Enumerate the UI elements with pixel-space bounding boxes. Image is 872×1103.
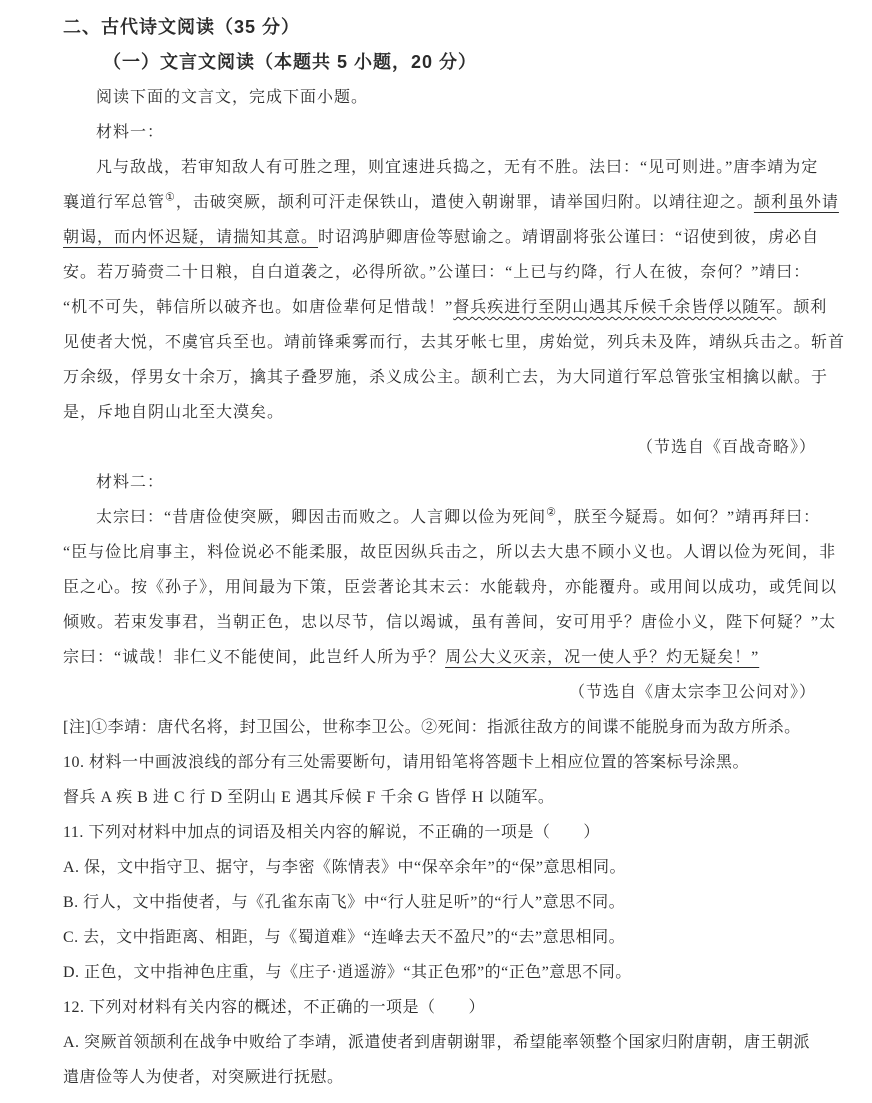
underlined-text-solid: 朝谒，而内怀迟疑，请揣知其意。 <box>63 229 319 246</box>
question-10 <box>63 745 816 780</box>
section-title <box>63 10 816 45</box>
material-1-line-1 <box>63 150 819 185</box>
text-run: ，击破突厥，颉利可汗走保铁山，遣使入朝谢罪，请举国归附。以靖往迎之。 <box>175 194 754 211</box>
question-12-option-a-line-1 <box>63 1025 816 1060</box>
underlined-text-solid: 周公大义灭亲，况一使人乎？灼无疑矣！” <box>445 649 760 666</box>
text-run: 材料一： <box>96 124 165 141</box>
question-11 <box>63 815 816 850</box>
text-run: “臣与俭比肩事主，料俭说必不能柔服，故臣因纵兵击之，所以去大患不顾小义也。人谓以俭为死间，非 <box>63 544 837 561</box>
text-run: B. 行人，文中指使者，与《孔雀东南飞》中“行人驻足听”的“行人”意思不同。 <box>63 894 626 911</box>
text-run: 12. 下列对材料有关内容的概述，不正确的一项是（ ） <box>63 999 486 1016</box>
question-11-option-b <box>63 885 816 920</box>
material-1-attribution <box>63 430 816 465</box>
text-run: 宗曰：“诚哉！非仁义不能使间，此岂纤人所为乎？ <box>63 649 446 666</box>
text-run: 督兵 A 疾 B 进 C 行 D 至阴山 E 遇其斥候 F 千余 G 皆俘 H 以随军。 <box>63 789 555 806</box>
superscript-ref: ② <box>546 506 557 519</box>
text-run: [注]①李靖：唐代名将，封卫国公，世称李卫公。②死间：指派往敌方的间谍不能脱身而为敌方所杀。 <box>63 719 801 736</box>
text-run: 万余级，俘男女十余万，擒其子叠罗施，杀义成公主。颉利亡去，为大同道行军总管张宝相擒以献。于 <box>63 369 829 386</box>
question-12 <box>63 990 816 1025</box>
question-11-option-c <box>63 920 816 955</box>
material-2-line-4 <box>63 605 837 640</box>
text-run: （节选自《百战奇略》） <box>636 439 816 456</box>
text-run: “机不可失，韩信所以破齐也。如唐俭辈何足惜哉！” <box>63 299 454 316</box>
reading-instruction <box>63 80 816 115</box>
text-run: 阅读下面的文言文，完成下面小题。 <box>96 89 369 106</box>
text-run: 见使者大悦，不虞官兵至也。靖前锋乘雾而行，去其牙帐七里，虏始觉，列兵未及阵，靖纵兵击之。斩首 <box>63 334 846 351</box>
question-11-option-d <box>63 955 816 990</box>
text-run: 。颉利 <box>776 299 828 316</box>
question-11-option-a <box>63 850 816 885</box>
text-run: 遣唐俭等人为使者，对突厥进行抚慰。 <box>63 1069 344 1086</box>
text-run: 襄道行军总管 <box>63 194 166 211</box>
subsection-title <box>63 45 816 80</box>
material-1-line-6 <box>63 325 846 360</box>
text-run: （一）文言文阅读（本题共 5 小题，20 分） <box>103 52 478 72</box>
material-1-line-8 <box>63 395 816 430</box>
text-run: 时诏鸿胪卿唐俭等慰谕之。靖谓副将张公谨曰：“诏使到彼，虏必自 <box>318 229 820 246</box>
text-run: C. 去，文中指距离、相距，与《蜀道难》“连峰去天不盈尺”的“去”意思相同。 <box>63 929 626 946</box>
material-2-line-3 <box>63 570 838 605</box>
text-run: 是，斥地自阴山北至大漠矣。 <box>63 404 285 421</box>
text-run: ，朕至今疑焉。如何？”靖再拜曰： <box>556 509 821 526</box>
superscript-ref: ① <box>165 191 176 204</box>
material-1-line-4 <box>63 255 816 290</box>
text-run: D. 正色，文中指神色庄重，与《庄子·逍遥游》“其正色邪”的“正色”意思不同。 <box>63 964 632 981</box>
material-2-attribution <box>63 675 816 710</box>
text-run: 二、古代诗文阅读（35 分） <box>63 17 301 37</box>
text-run: 臣之心。按《孙子》，用间最为下策，臣尝著论其末云：水能载舟，亦能覆舟。或用间以成功，或凭间以 <box>63 579 838 596</box>
material-2-line-2 <box>63 535 837 570</box>
material-1-label <box>63 115 816 150</box>
text-run: 凡与敌战，若审知敌人有可胜之理，则宜速进兵捣之，无有不胜。法曰：“见可则进。”唐李靖为定 <box>96 159 819 176</box>
text-run: A. 突厥首领颉利在战争中败给了李靖，派遣使者到唐朝谢罪，希望能率领整个国家归附唐朝，唐王朝派 <box>63 1034 811 1051</box>
question-10-fragment <box>63 780 816 815</box>
text-run: A. 保，文中指守卫、据守，与李密《陈情表》中“保卒余年”的“保”意思相同。 <box>63 859 626 876</box>
material-1-line-5 <box>63 290 828 325</box>
material-1-line-3 <box>63 220 820 255</box>
underlined-text-solid: 颉利虽外请 <box>753 194 839 211</box>
text-run: 安。若万骑赍二十日粮，自白道袭之，必得所欲。”公谨曰：“上已与约降，行人在彼，奈何？”靖曰： <box>63 264 811 281</box>
material-1-line-2 <box>63 185 839 220</box>
underlined-text-wavy: 督兵疾进行至阴山遇其斥候千余皆俘以随军 <box>453 299 777 316</box>
material-1-line-7 <box>63 360 829 395</box>
material-2-line-1 <box>63 500 821 535</box>
material-2-label <box>63 465 816 500</box>
text-run: 太宗曰：“昔唐俭使突厥，卿因击而败之。人言卿以俭为死间 <box>96 509 547 526</box>
text-run: 材料二： <box>96 474 165 491</box>
text-run: （节选自《唐太宗李卫公问对》） <box>568 684 816 701</box>
text-run: 11. 下列对材料中加点的词语及相关内容的解说，不正确的一项是（ ） <box>63 824 600 841</box>
question-12-option-a-line-2 <box>63 1060 816 1095</box>
text-run: 10. 材料一中画波浪线的部分有三处需要断句，请用铅笔将答题卡上相应位置的答案标号涂黑。 <box>63 754 750 771</box>
material-2-line-5 <box>63 640 816 675</box>
footnote <box>63 710 816 745</box>
text-run: 倾败。若束发事君，当朝正色，忠以尽节，信以竭诚，虽有善间，安可用乎？唐俭小义，陛下何疑？”太 <box>63 614 837 631</box>
